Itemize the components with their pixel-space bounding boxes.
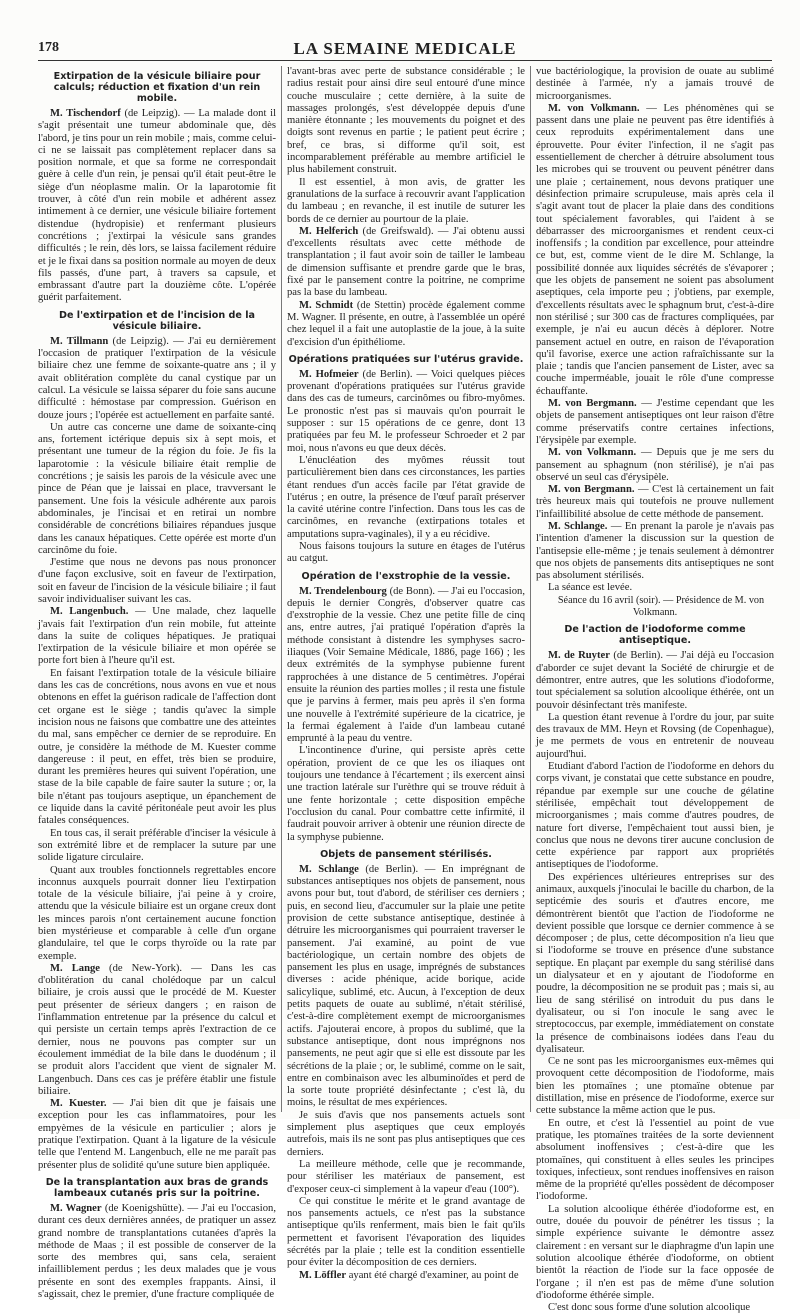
paragraph (536, 872, 774, 1056)
speaker-name: M. Langenbuch. (50, 606, 129, 618)
paragraph (536, 712, 774, 761)
section-heading: De la transplantation aux bras de grands lambeaux cutanés pris sur la poitrine. (45, 1176, 269, 1199)
paragraph (287, 1159, 525, 1196)
paragraph (536, 1302, 774, 1314)
paragraph-text: (de Leipzig). — J'ai eu dernièrement l'occasion de pratiquer l'extirpation de la vésicule biliaire chez une femme de soixante-quatre ans ; il y avait oblitération complète du canal cystique par un calcul. La vésicule se laissa séparer du foie sans aucune difficulté : hémostase par compression. Guérison en douze jours ; l'opérée est actuellement en parfaite santé. (38, 335, 276, 421)
paragraph-text: vue bactériologique, la provision de ouate au sublimé destinée à l'armée, n'y a jamais trouvé de microorganismes. (536, 66, 774, 102)
section-heading: Extirpation de la vésicule biliaire pour calculs; réduction et fixation d'un rein mobile. (53, 71, 261, 104)
speaker-name: M. Hofmeier (299, 368, 359, 380)
column-2 (287, 66, 525, 1281)
paragraph (287, 300, 525, 349)
paragraph-text: — Une malade, chez laquelle j'avais fait l'extirpation d'un rein mobile, fut atteinte dans la suite de coliques hépatiques. Je pratiquai l'extirpation de la vésicule biliaire et mon opérée se porte fort bien à l'heure qu'il est. (38, 606, 277, 667)
paragraph (536, 66, 774, 103)
paragraph-text: (de Koenigshütte). — J'ai eu l'occasion, durant ces deux dernières années, de pratiquer un assez grand nombre de transplantations cutanées d'après la méthode de Maas ; il est possible de conserver de la sorte des membres qui, sans cela, seraient infailliblement perdus ; les deux malades que je vous présente en sont des exemples frappants. Ainsi, il s'agissait, chez le premier, d'une fracture compliquée de (38, 1202, 276, 1301)
paragraph (536, 447, 774, 484)
speaker-name: M. Helferich (299, 225, 359, 237)
paragraph (38, 336, 276, 422)
paragraph-text: (de New-York). — Dans les cas d'oblitération du canal cholédoque par un calcul biliaire, je crois aussi que le procédé de M. Kuester peut présenter de sérieux dangers ; en raison de l'inflammation entretenue par la présence du calcul et qui persiste un certain temps après l'extraction de ce dernier, nous ne pouvons pas compter sur un écoulement immédiat de la bile dans le duodénum ; il se produit alors l'accident que vient de signaler M. Langenbuch. Dans ces cas je préfère établir une fistule biliaire. (38, 962, 276, 1097)
paragraph (287, 586, 525, 746)
paragraph-text: La question étant revenue à l'ordre du jour, par suite des travaux de MM. Heyn et Rovsing (de Copenhague), je me permets de vous en entretenir de nouveau aujourd'hui. (536, 711, 774, 760)
paragraph-text: Ce qui constitue le mérite et le grand avantage de nos pansements actuels, ce n'est pas la substance antiseptique qu'ils renferment, mais bien le fait qu'ils permettent et favorisent l'évaporation des liquides sécrétés par la plaie ; telle est la condition essentielle pour éviter la décomposition de ces derniers. (287, 1195, 525, 1269)
paragraph (287, 226, 525, 300)
paragraph (536, 650, 774, 711)
speaker-name: M. Trendelenbourg (299, 585, 387, 597)
paragraph-text: Nous faisons toujours la suture en étages de l'utérus au catgut. (287, 540, 525, 565)
section-heading: Objets de pansement stérilisés. (320, 848, 492, 860)
section-heading: Opérations pratiquées sur l'utérus gravide. (288, 353, 524, 365)
speaker-name: M. Kuester. (50, 1098, 107, 1110)
paragraph (287, 864, 525, 1110)
paragraph-text: — J'estime cependant que les objets de pansement antiseptiques ont leur raison d'être comme préservatifs contre certaines infections, l'érysipèle par exemple. (536, 398, 774, 446)
paragraph-text: La meilleure méthode, celle que je recommande, pour stériliser les matériaux de pansement, est d'exposer ceux-ci simplement à la vapeur d'eau (100°). (287, 1158, 525, 1195)
paragraph-text: L'énucléation des myômes réussit tout particulièrement bien dans ces circonstances, les parties étant rendues d'un accès facile par l'état gravide de l'utérus ; en outre, la présence de l'œuf paraît préserver la cavité utérine contre l'infection. Dans tous les cas de carcinômes, en revanche (extirpations totales et amputations supra-vaginales), il y a eu récidive. (287, 454, 525, 540)
paragraph (287, 369, 525, 455)
paragraph-text: L'incontinence d'urine, qui persiste après cette opération, provient de ce que les os iliaques ont toujours une tendance à l'écartement ; ils exercent ainsi une traction latérale sur l'urèthre qui se trouve réduit à une fente horizontale ; cette disposition empêche l'occlusion du canal. Pour combattre cette infirmité, il faudrait pouvoir arriver à obtenir une réunion directe de la symphyse pubienne. (287, 745, 525, 843)
speaker-name: M. Lange (50, 962, 100, 974)
paragraph (38, 865, 276, 963)
paragraph (536, 484, 774, 521)
paragraph (287, 745, 525, 843)
session-line: Séance du 16 avril (soir). — Présidence de M. von Volkmann. (557, 594, 765, 619)
paragraph (38, 557, 276, 606)
speaker-name: M. Löffler (299, 1269, 347, 1281)
paragraph (536, 1056, 774, 1117)
paragraph (38, 963, 276, 1098)
column-3 (536, 66, 775, 1314)
paragraph-text: Ce ne sont pas les microorganismes eux-mêmes qui provoquent cette décomposition de l'iodoforme, mais bien les ptomaïnes ; une ptomaïne obtenue par distillation, mise en présence de l'iodoforme, exerce sur cette substance la même action que le pus. (536, 1056, 774, 1117)
paragraph-text: — En prenant la parole je n'avais pas l'intention d'amener la discussion sur la question de l'antisepsie elle-même ; je tenais seulement à démontrer que nos objets de pansements dits antiseptiques ne sont pas absolument stérilisés. (536, 520, 775, 582)
paragraph (287, 541, 525, 566)
page-header (38, 38, 772, 61)
page-number: 178 (38, 40, 59, 55)
speaker-name: M. von Volkmann. (548, 102, 640, 114)
paragraph (38, 108, 276, 305)
speaker-name: M. Tischendorf (50, 108, 121, 119)
paragraph-text: Il est essentiel, à mon avis, de gratter les granulations de la surface à recouvrir avant l'application du lambeau ; en revanche, il est inutile de suturer les bords de ce dernier au pourtour de la plaie. (287, 176, 525, 225)
paragraph-text: En outre, et c'est là l'essentiel au point de vue pratique, les ptomaïnes traitées de la sorte deviennent absolument inoffensives ; c'est-à-dire que les ptomaïnes, qui constituent à elles seules les principes toxiques, infectieux, sont rendues inoffensives en raison même de la propriété qu'elles possèdent de décomposer l'iodoforme. (536, 1117, 774, 1203)
column-rule (530, 66, 531, 1112)
paragraph (536, 1118, 774, 1204)
speaker-name: M. von Volkmann. (548, 447, 637, 459)
paragraph (38, 828, 276, 865)
section-heading: De l'action de l'iodoforme comme antiseptique. (564, 624, 746, 647)
paragraph (287, 66, 525, 177)
paragraph-text: (de Berlin). — J'ai déjà eu l'occasion d'aborder ce sujet devant la Société de chirurgie et de démontrer, entre autres, que les solutions d'iodoforme, tout spécialement sa solution alcoolique éthérée, ont un pouvoir désinfectant très manifeste. (536, 650, 774, 711)
paragraph (287, 1270, 525, 1282)
paragraph (287, 455, 525, 541)
paragraph-text: (de Bonn). — J'ai eu l'occasion, depuis le dernier Congrès, d'observer quatre cas d'exstrophie de la vessie. Chez une petite fille de cinq ans, entre autres, j'ai pratiqué l'opération d'après la méthode consistant à distendre les symphyses sacro-iliaques (Voir Semaine Médicale, 1886, page 166) ; les deux extrémités de la symphyse pubienne furent rapprochées à une distance de 5 centimètres. J'opérai ensuite la réunion des parties molles ; il resta une fistule que je parvins à fermer, mais peu après il s'en forma une nouvelle à l'extrémité supérieure de la cicatrice, je la fermai également à l'aide d'un lambeau cutané emprunté à la peau du ventre. (287, 585, 525, 745)
paragraph (287, 177, 525, 226)
paragraph-text: Quant aux troubles fonctionnels regrettables encore inconnus auxquels pourrait donner lieu l'extirpation totale de la vésicule biliaire, j'ai peine à y croire, attendu que la vésicule biliaire est un organe creux dont les minces parois n'ont certainement aucune fonction bien mystérieuse et comparable à celle d'un organe glandulaire, tel que le corps thyroïde ou la rate par exemple. (38, 864, 276, 962)
speaker-name: M. von Bergmann. (548, 484, 635, 496)
paragraph-text: Je suis d'avis que nos pansements actuels sont simplement plus aseptiques que ceux employés autrefois, mais ils ne sont pas plus antiseptiques que ces derniers. (287, 1109, 525, 1158)
paragraph-text: En tous cas, il serait préférable d'inciser la vésicule à son extrémité libre et de remplacer la suture par une solide ligature circulaire. (38, 827, 276, 864)
column-1 (38, 66, 277, 1301)
paragraph-text: (de Berlin). — Voici quelques pièces provenant d'opérations pratiquées sur l'utérus gravide dans des cas de tumeurs, carcinômes ou fibro-myômes. Le pronostic n'est pas si mauvais qu'on pourrait le supposer : sur 15 opérations de ce genre, dont 13 pratiquées par feu M. le professeur Schroeder et 2 par moi, nous n'avons eu que deux décès. (287, 368, 525, 454)
column-rule (281, 66, 282, 1112)
speaker-name: M. von Bergmann. (548, 398, 637, 410)
paragraph (287, 1196, 525, 1270)
paragraph-text: (de Stettin) procède également comme M. Wagner. Il présente, en outre, à l'assemblée un opéré chez lequel il a fait une autoplastie de la joue, à la suite d'excision d'un épithéliome. (287, 299, 525, 348)
paragraph-text: La solution alcoolique éthérée d'iodoforme est, en outre, douée du pouvoir de pénétrer les tissus ; la simple expérience suivante le démontre assez clairement : en versant sur le diaphragme d'un lapin une solution alcoolique éthérée d'iodoforme, on obtient bientôt la réaction de l'iode sur la face opposée de l'organe ; il n'en est pas de même d'une solution d'iodoforme éthérée simple. (536, 1203, 774, 1301)
paragraph-text: — J'ai bien dit que je faisais une exception pour les cas inflammatoires, pour les empyèmes de la vésicule en particulier ; alors je pratique l'extirpation. Quant à la ligature de la vésicule telle que l'entend M. Langenbuch, elle ne me paraît pas présenter plus de solidité qu'une suture bien appliquée. (38, 1098, 276, 1171)
paragraph (536, 582, 774, 594)
paragraph (536, 521, 774, 582)
paragraph-text: ayant été chargé d'examiner, au point de (346, 1269, 519, 1281)
paragraph-text: J'estime que nous ne devons pas nous prononcer d'une façon exclusive, soit en faveur de l'extirpation, soit en faveur de l'incision de la vésicule biliaire ; il faut savoir individualiser suivant les cas. (38, 557, 276, 605)
paragraph-text: La séance est levée. (548, 582, 633, 594)
paragraph-text: l'avant-bras avec perte de substance considérable ; le radius restait pour ainsi dire seul entouré d'une mince couche musculaire ; cette dernière, à la suite de massages prolongés, s'est développée depuis d'une manière étonnante ; les mouvements du poignet et des doigts sont revenus en partie ; le patient peut écrire ; bref, ce bras, si difforme qu'il soit, est incomparablement préférable au membre artificiel le plus habilement construit. (287, 66, 525, 176)
paragraph-text: Un autre cas concerne une dame de soixante-cinq ans, fortement ictérique depuis six à sept mois, et présentant une tumeur de la région du foie. Je fis la laparotomie : la vésicule biliaire était remplie de concrétions ; je saisis les parois de la vésicule avec une pince de Péan que je laissai en place, travversant le pansement. Une fois la vésicule adhérente aux parois abdominales, je l'incisai et en retirai un nombre considérable de concrétions biliaires répandues jusque dans les canaux hépatiques. Cette opérée est morte d'un carcinôme du foie. (38, 421, 276, 556)
paragraph-text: (de Berlin). — En imprégnant de substances antiseptiques nos objets de pansement, nous avons pour but, tout d'abord, de stériliser ces derniers ; puis, en second lieu, d'accumuler sur la plaie une petite provision de cette substance antiseptique, destinée à détruire les microorganismes qui pourraient traverser le pansement. J'ai examiné, au point de vue bactériologique, un certain nombre des objets de pansement les plus en usage, imprégnés de substances diverses : acide phénique, acide borique, acide salicylique, sublimé, etc. Aucun, à l'exception de deux petits paquets de ouate au sublimé, n'était stérilisé, c'est-à-dire complètement exempt de microorganismes actifs. J'ajouterai encore, à propos du sublimé, que la substance antiseptique, dont nous imprégnons nos pansements, ne peut agir que si elle est dissoute par les sécrétions de la plaie ; or, le sublimé, comme on le sait, entre en combinaison avec les albuminoïdes et perd de la sorte toute propriété désinfectante ; c'est là, du moins, le résultat de mes expériences. (287, 863, 525, 1109)
paragraph (38, 1098, 276, 1172)
paragraph-text: — Depuis que je me sers du pansement au sphagnum (non stérilisé), je n'ai pas observé un seul cas d'érysipèle. (536, 447, 774, 483)
paragraph-text: (de Leipzig). — La malade dont il s'agit présentait une tumeur abdominale que, dès l'abord, je tins pour un rein mobile ; mais, comme celui-ci ne se laissait pas complètement replacer dans sa position normale, et que sa forme ne correspondait guère à celle d'un rein, je pensai qu'il était peut-être le siège d'un néoplasme malin. Or la laparotomie fit trouver, à côté d'un rein mobile et adhérent assez intimement à ce dernier, une vésicule biliaire fortement distendue (hydropisie) et renfermant plusieurs concrétions ; j'extirpai la vésicule sans grandes difficultés ; le rein, dès lors, se laissa facilement réduire et je le fixai dans sa position normale au moyen de deux fils passés, d'une part, à travers sa capsule, et embrassant d'autre part la douzième côte. L'opérée guérit parfaitement. (38, 108, 277, 304)
paragraph (536, 761, 774, 872)
paragraph (38, 606, 276, 667)
paragraph-text: C'est donc sous forme d'une solution alcoolique (548, 1302, 751, 1314)
paragraph (536, 1204, 774, 1302)
journal-title: LA SEMAINE MEDICALE (293, 39, 517, 58)
paragraph (38, 422, 276, 557)
paragraph-text: Etudiant d'abord l'action de l'iodoforme en dehors du corps vivant, je constatai que cette substance en poudre, répandue par exemple sur une couche de gélatine stérilisée, empêchait tout développement de microorganismes ; mais comme d'autres poudres, de nature fort diverse, l'empêchaient tout aussi bien, je conclus que nous ne devons tirer aucune conclusion de cette expérience par rapport aux propriétés antiseptiques de l'iodoforme. (536, 761, 774, 871)
speaker-name: M. Schlange (299, 863, 359, 875)
paragraph-text: — C'est là certainement un fait très heureux mais qui toutefois ne prouve nullement l'infaillibilité absolue de cette méthode de pansement. (536, 484, 774, 520)
section-heading: Opération de l'exstrophie de la vessie. (301, 570, 511, 582)
paragraph-text: En faisant l'extirpation totale de la vésicule biliaire dans les cas de concrétions, nous avons en vue et nous obtenons en effet la guérison radicale de l'affection dont cet organe est le siège ; tandis qu'avec la simple incision nous ne faisons que combattre une des atteintes du mal, sans empêcher ce dernier de se reproduire. En outre, je considère la méthode de M. Kuester comme dangereuse : il peut, en effet, très bien se produire, durant les premières heures qui suivent l'opération, une stase de la bile capable de faire sauter la suture ; or, la bile n'étant pas toujours aseptique, un épanchement de ce liquide dans la cavité péritonéale peut avoir les plus fatales conséquences. (38, 667, 276, 827)
paragraph-text: (de Greifswald). — J'ai obtenu aussi d'excellents résultats avec cette méthode de transplantation ; il faut avoir soin de tailler le lambeau de dimension suffisante et prendre garde que le bras, fixé par le pansement contre la poitrine, ne comprime pas la base du lambeau. (287, 225, 525, 299)
paragraph (287, 1110, 525, 1159)
speaker-name: M. Wagner (50, 1202, 102, 1214)
paragraph (38, 668, 276, 828)
speaker-name: M. Schlange. (548, 520, 608, 532)
speaker-name: M. Schmidt (299, 299, 354, 311)
paragraph-text: Des expériences ultérieures entreprises sur des animaux, auxquels j'inoculai le bacille du charbon, de la septicémie des souris et d'autres encore, me démontrèrent bientôt que l'action de l'iodoforme ne devient possible que lorsque ce dernier commence à se décomposer ; de plus, cette décomposition n'a lieu que si l'iodoforme se trouve en présence d'une substance septique. En plaçant par exemple du sang stérilisé dans un dialysateur et en y ajoutant de l'iodoforme en poudre, la décomposition ne se produit pas ; mais si, au lieu de sang stérilisé on introduit du pus dans le dyalisateur, ou si l'on inocule le sang avec le streptococcus, par exemple, immédiatement on constate la présence de combinaisons iodées dans l'eau du dyalisateur. (536, 871, 774, 1055)
section-heading: De l'extirpation et de l'incision de la vésicule biliaire. (58, 309, 256, 332)
paragraph (38, 1203, 276, 1301)
paragraph (536, 398, 774, 447)
speaker-name: M. de Ruyter (548, 650, 610, 662)
paragraph-text: — Les phénomènes qui se passent dans une plaie ne peuvent pas être identifiés à ceux reproduits expérimentalement dans une éprouvette. Pour éviter l'infection, il ne s'agit pas essentiellement de chercher à détruire absolument tous les microbes qui se trouvent ou peuvent pénétrer dans une plaie ; certainement, nous devons pratiquer une désinfection primaire scrupuleuse, mais après cela il s'agit avant tout de placer la plaie dans des conditions tout spécialement favorables, qui l'aident à se débarrasser des microorganismes et rendent ceux-ci inoffensifs ; la condition par excellence, pour atteindre ce but, est, comme vient de le dire M. Schlange, la possibilité donnée aux liquides sécrétés de s'évaporer ; que les objets de pansement ne soient pas absolument aseptiques, cela importe peu ; j'obtiens, par exemple, d'excellents résultats avec le sphagnum brut, c'est-à-dire non stérilisé ; sur 300 cas de fractures compliquées, par exemple, je n'ai eu aucun décès à déplorer. Notre pansement actuel en outre, en raison de l'évaporation qu'il favorise, exerce une action rafraîchissante sur la plaie ; tandis que l'ancien pansement de Lister, avec sa couche imperméable, jouait le rôle d'une compresse échauffante. (536, 102, 774, 397)
paragraph (536, 103, 774, 398)
speaker-name: M. Tillmann (50, 335, 109, 347)
